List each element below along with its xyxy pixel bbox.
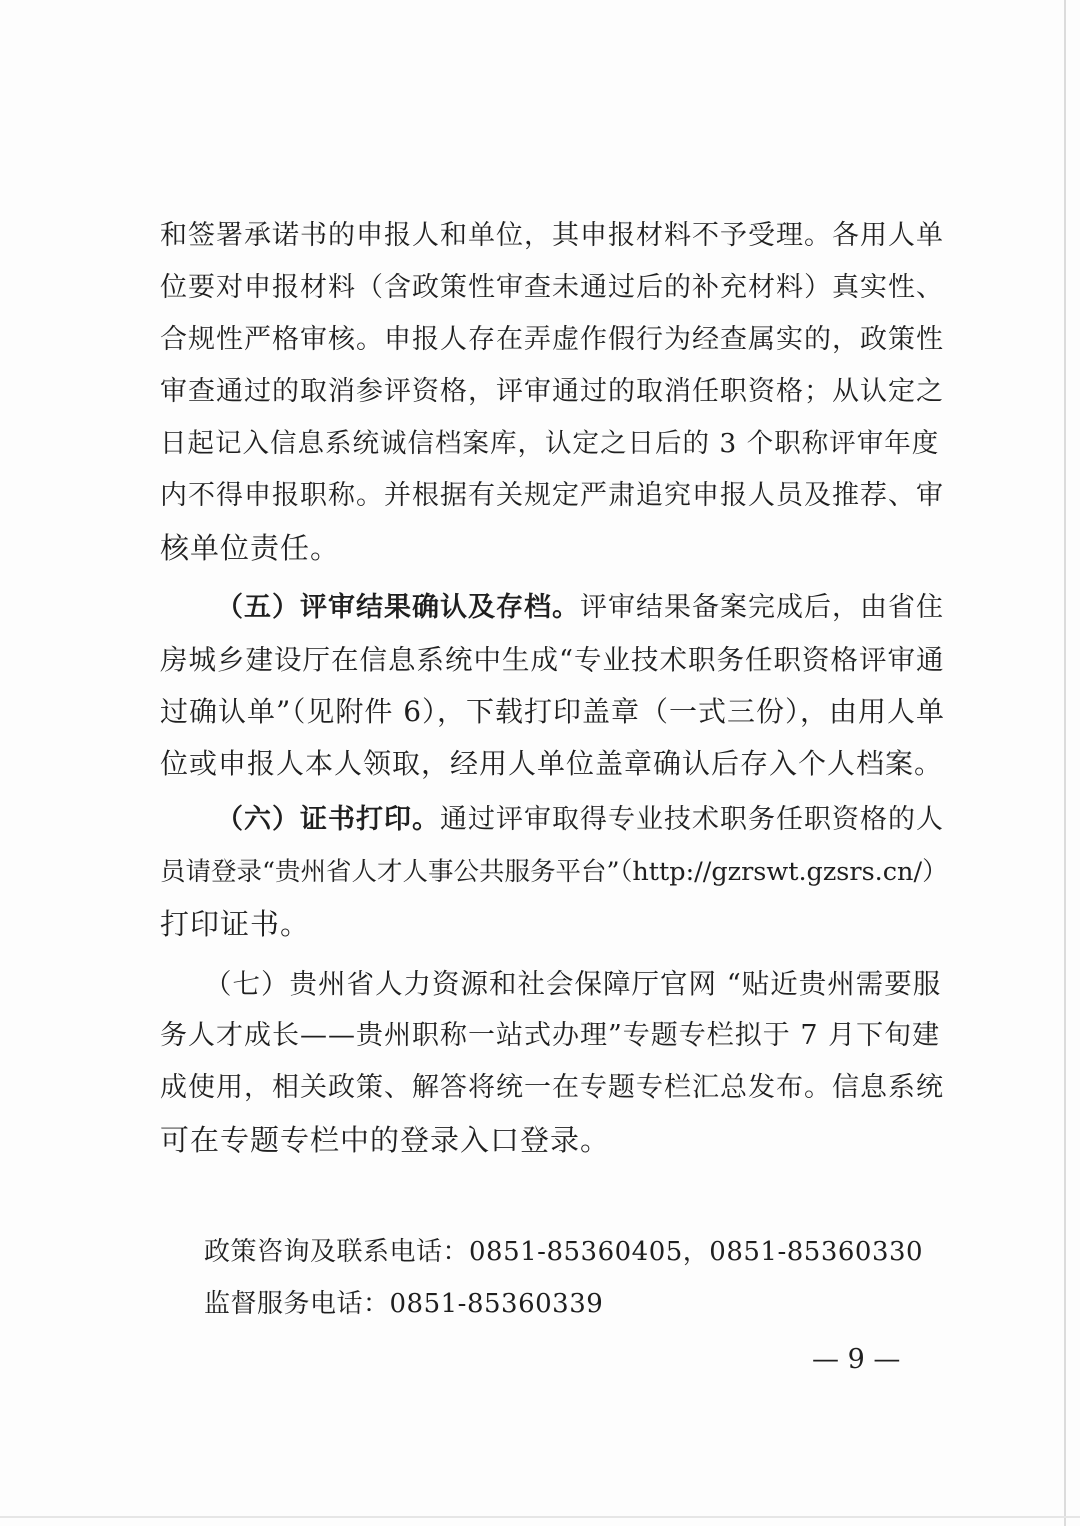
- paragraph-line: 位或申报人本人领取，经用人单位盖章确认后存入个人档案。: [160, 747, 944, 780]
- paragraph-line: 核单位责任。: [160, 531, 341, 565]
- paragraph-line: 务人才成长——贵州职称一站式办理”专题专栏拟于 7 月下旬建: [160, 1020, 941, 1051]
- policy-consultation-phone: 政策咨询及联系电话：0851-85360405，0851-85360330: [204, 1237, 924, 1267]
- scan-bottom-edge: [0, 1516, 1080, 1518]
- section-five-text: 评审结果备案完成后，由省住: [580, 592, 944, 623]
- section-five-first-line: [216, 588, 950, 628]
- page-number: — 9 —: [812, 1344, 901, 1375]
- paragraph-line: 审查通过的取消参评资格，评审通过的取消任职资格；从认定之: [160, 376, 944, 407]
- paragraph-line: 和签署承诺书的申报人和单位，其申报材料不予受理。各用人单: [160, 220, 944, 251]
- paragraph-line: 过确认单”（见附件 6），下载打印盖章（一式三份），由用人单: [160, 695, 946, 728]
- section-five-heading: （五）评审结果确认及存档。: [216, 592, 580, 623]
- paragraph-line: 位要对申报材料（含政策性审查未通过后的补充材料）真实性、: [160, 272, 944, 303]
- paragraph-line: （七）贵州省人力资源和社会保障厅官网 “贴近贵州需要服: [204, 968, 942, 1000]
- paragraph-line-with-url: 员请登录“贵州省人才人事公共服务平台”（http://gzrswt.gzsrs.cn/）: [160, 857, 948, 887]
- paragraph-line: 日起记入信息系统诚信档案库，认定之日后的 3 个职称评审年度: [160, 428, 940, 459]
- supervision-service-phone: 监督服务电话：0851-85360339: [204, 1289, 604, 1319]
- paragraph-line: 打印证书。: [160, 907, 311, 941]
- paragraph-line: 成使用，相关政策、解答将统一在专题专栏汇总发布。信息系统: [160, 1072, 944, 1103]
- paragraph-line: 房城乡建设厅在信息系统中生成“专业技术职务任职资格评审通: [160, 644, 945, 676]
- scan-edge-shadow: [1064, 0, 1066, 1526]
- paragraph-line: 可在专题专栏中的登录入口登录。: [160, 1123, 611, 1157]
- paragraph-line: 内不得申报职称。并根据有关规定严肃追究申报人员及推荐、审: [160, 480, 944, 511]
- paragraph-line: 合规性严格审核。申报人存在弄虚作假行为经查属实的，政策性: [160, 324, 944, 355]
- section-six-heading: （六）证书打印。: [216, 804, 440, 835]
- section-six-first-line: [216, 800, 950, 840]
- section-six-text: 通过评审取得专业技术职务任职资格的人: [440, 804, 944, 835]
